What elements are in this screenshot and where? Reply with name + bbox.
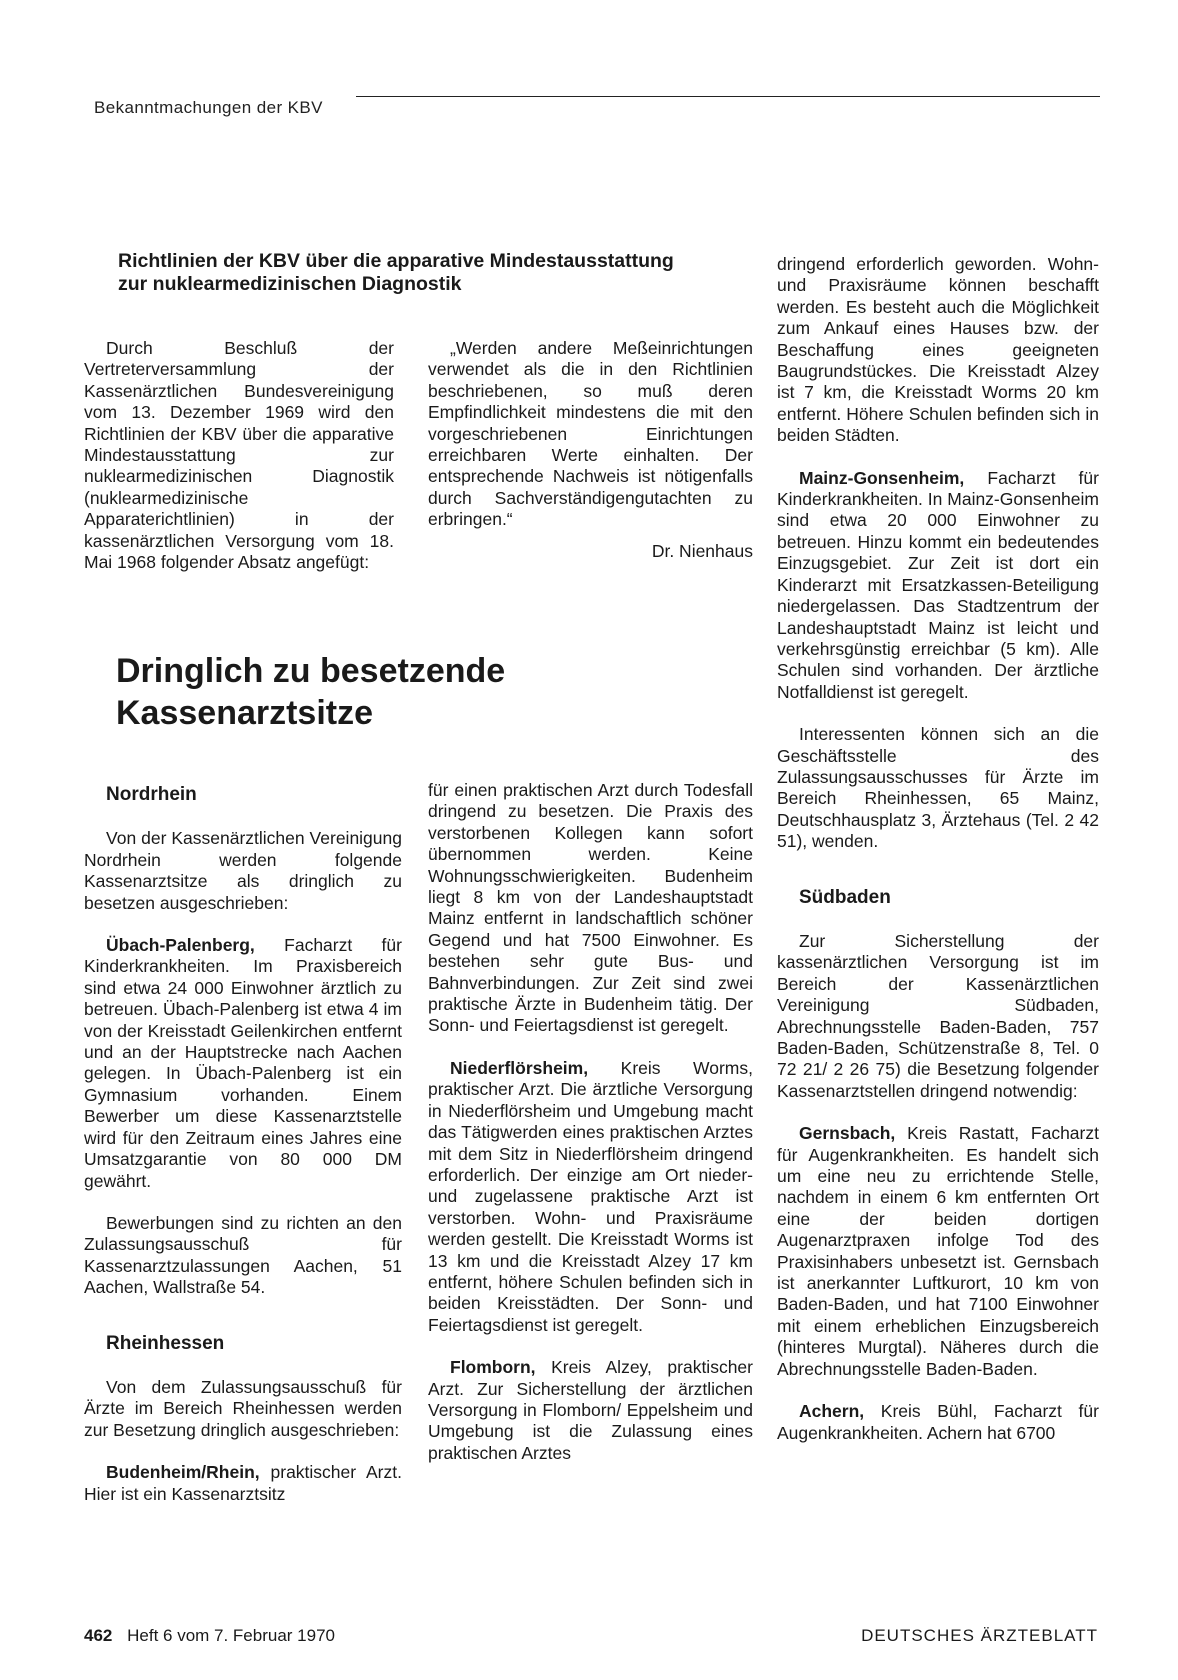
section-heading-rheinhessen: Rheinhessen [106,1332,225,1354]
listing-niederfloersheim: Niederflörsheim, Kreis Worms, praktischer Arzt. Die ärztliche Versorgung in Niederflörsheim und Umgebung macht das Tätigwerden eines praktischen Arztes mit dem Sitz in Niederflörsheim dringend erforderlich. Der einzige am Ort nieder- und zugelassene praktische Arzt ist verstorben. Wohn- und Praxisräume werden gestellt. Die Kreisstadt Worms ist 13 km und die Kreisstadt Alzey 17 km entfernt, höhere Schulen befinden sich in beiden Kreisstädten. Der Sonn- und Feiertagsdienst ist geregelt. [428,1057,753,1335]
section-heading-suedbaden: Südbaden [799,886,891,908]
section-heading-nordrhein: Nordrhein [106,784,197,805]
journal-name: DEUTSCHES ÄRZTEBLATT [861,1626,1098,1645]
article-title-richtlinien [118,250,718,296]
column-1 [84,784,402,1505]
paragraph: Zur Sicherstellung der kassenärztlichen Versorgung ist im Bereich der Kassenärztlichen Vereinigung Südbaden, Abrechnungsstelle Baden-Baden, 757 Baden-Baden, Schützenstraße 8, Tel. 0 72 21/ 2 26 75) die Besetzung folgender Kassenarztstellen dringend notwendig: [777,930,1099,1101]
paragraph: Durch Beschluß der Vertreterversammlung der Kassenärztlichen Bundesvereinigung vom 13. Dezember 1969 wird den Richtlinien der KBV über die apparative Mindestausstattung zur nuklearmedizinischen Diagnostik (nuklearmedizinische Apparaterichtlinien) in der kassenärztlichen Versorgung vom 18. Mai 1968 folgender Absatz angefügt: [84,338,394,573]
header-rule [356,96,1100,97]
paragraph: Bewerbungen sind zu richten an den Zulassungsausschuß für Kassenarztzulassungen Aachen, 51 Aachen, Wallstraße 54. [84,1212,402,1298]
article-title-line1: Richtlinien der KBV über die apparative Mindestausstattung [118,250,674,272]
listing-achern: Achern, Kreis Bühl, Facharzt für Augenkrankheiten. Achern hat 6700 [777,1401,1099,1443]
paragraph: dringend erforderlich geworden. Wohn- und Praxisräume können beschafft werden. Es besteht auch die Möglichkeit zum Ankauf eines Hauses bzw. der Beschaffung eines geeigneten Baugrundstückes. Die Kreisstadt Alzey ist 7 km, die Kreisstadt Worms 20 km entfernt. Höhere Schulen befinden sich in beiden Städten. [777,254,1099,446]
paragraph: für einen praktischen Arzt durch Todesfall dringend zu besetzen. Die Praxis des verstorbenen Kollegen kann sofort übernommen werden. Keine Wohnungsschwierigkeiten. Budenheim liegt 8 km von der Landeshauptstadt Mainz entfernt in landschaftlich schöner Gegend und hat 7500 Einwohner. Es bestehen sehr gute Bus- und Bahnverbindungen. Zur Zeit sind zwei praktische Ärzte in Budenheim tätig. Der Sonn- und Feiertagsdienst ist geregelt. [428,780,753,1036]
listing-gernsbach: Gernsbach, Kreis Rastatt, Facharzt für Augenkrankheiten. Es handelt sich um eine neu zu errichtende Stelle, nachdem in einem 6 km entfernten Ort eine der beiden dortigen Augenarztpraxen infolge Tod des Praxisinhabers unbesetzt ist. Gernsbach ist anerkannter Luftkurort, 10 km von Baden-Baden, und hat 7100 Einwohner mit einem erheblichen Einzugsbereich (hinteres Murgtal). Näheres durch die Abrechnungsstelle Baden-Baden. [777,1123,1099,1379]
signature: Dr. Nienhaus [651,540,753,561]
column-2 [428,780,753,1464]
listing-ubach: Übach-Palenberg, Facharzt für Kinderkrankheiten. Im Praxisbereich sind etwa 24 000 Einwohner ärztlich zu betreuen. Übach-Palenberg ist etwa 4 im von der Kreisstadt Geilenkirchen entfernt und an der Hauptstrecke nach Aachen gelegen. In Übach-Palenberg ist ein Gymnasium vorhanden. Einem Bewerber um diese Kassenarztstelle wird für den Zeitraum eines Jahres eine Umsatzgarantie von 80 000 DM gewährt. [84,935,402,1191]
page-number: 462 [84,1626,113,1645]
column-3 [777,254,1099,1444]
listing-budenheim: Budenheim/Rhein, praktischer Arzt. Hier ist ein Kassenarztsitz [84,1462,402,1504]
article1-col2 [428,338,753,562]
footer-left [84,1626,335,1646]
listing-flomborn: Flomborn, Kreis Alzey, praktischer Arzt. Zur Sicherstellung der ärztlichen Versorgung in Flomborn/ Eppelsheim und Umgebung ist die Zulassung eines praktischen Arztes [428,1357,753,1463]
title-line1: Dringlich zu besetzende [116,652,506,690]
paragraph: Von der Kassenärztlichen Vereinigung Nordrhein werden folgende Kassenarztsitze als dringlich zu besetzen ausgeschrieben: [84,828,402,913]
article1-col1 [84,338,394,573]
paragraph: Von dem Zulassungsausschuß für Ärzte im Bereich Rheinhessen werden zur Besetzung dringlich ausgeschrieben: [84,1376,402,1440]
issue-info: Heft 6 vom 7. Februar 1970 [127,1626,335,1645]
title-line2: Kassenarztsitze [116,694,374,732]
article-title-line2: zur nuklearmedizinischen Diagnostik [118,273,462,295]
paragraph: „Werden andere Meßeinrichtungen verwendet als die in den Richtlinien beschriebenen, so muß deren Empfindlichkeit mindestens die mit den vorgeschriebenen Einrichtungen erreichbaren Werte einhalten. Der entsprechende Nachweis ist nötigenfalls durch Sachverständigengutachten zu erbringen.“ [428,338,753,530]
listing-mainz-gonsenheim: Mainz-Gonsenheim, Facharzt für Kinderkrankheiten. In Mainz-Gonsenheim sind etwa 20 000 Einwohner zu betreuen. Hinzu kommt ein bedeutendes Einzugsgebiet. Zur Zeit ist dort ein Kinderarzt mit Ersatzkassen-Beteiligung niedergelassen. Das Stadtzentrum der Landeshauptstadt Mainz ist leicht und verkehrsgünstig erreichbar (5 km). Alle Schulen sind vorhanden. Der ärztliche Notfalldienst ist geregelt. [777,467,1099,702]
section-label: Bekanntmachungen der KBV [94,98,323,117]
page-title [116,650,505,734]
paragraph: Interessenten können sich an die Geschäftsstelle des Zulassungsausschusses für Ärzte im Bereich Rheinhessen, 65 Mainz, Deutschhausplatz 3, Ärztehaus (Tel. 2 42 51), wenden. [777,724,1099,852]
